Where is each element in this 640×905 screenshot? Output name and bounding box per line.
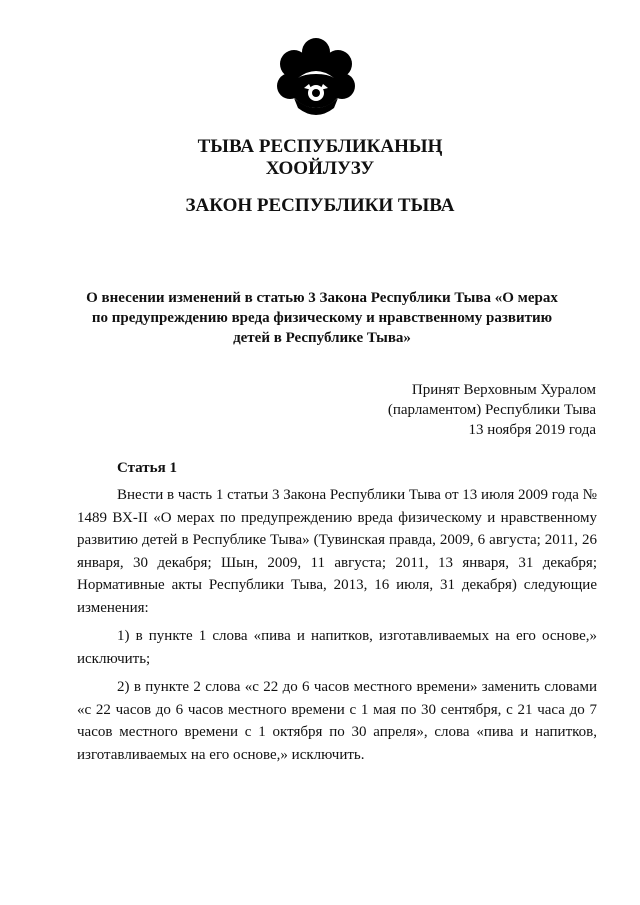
adoption-block: [296, 380, 596, 440]
article-heading: Статья 1: [117, 460, 177, 476]
law-subject: О внесении изменений в статью 3 Закона Республики Тыва «О мерах по предупреждению вреда физическому и нравственному развитию детей в Республике Тыва»: [86, 290, 558, 346]
article-item-2: 2) в пункте 2 слова «с 22 до 6 часов местного времени» заменить словами «с 22 часов до 6 часов местного времени с 1 мая по 30 сентября, с 21 часа до 7 часов местного времени с 1 октября по 30 апреля», слова «пива и напитков, изготавливаемых на его основе,» исключить.: [77, 679, 597, 763]
tuva-coat-of-arms-icon: [276, 38, 356, 118]
adoption-line-2: (парламентом) Республики Тыва: [387, 402, 596, 418]
header-line-2: ХООЙЛУЗУ: [265, 158, 375, 179]
article-intro: Внести в часть 1 статьи 3 Закона Республики Тыва от 13 июля 2009 года № 1489 ВХ-II «О мерах по предупреждению вреда физическому и нравственному развитию детей в Республике Тыва» (Тувинская правда, 2009, 6 августа; 2011, 26 января, 30 декабря; Шын, 2009, 11 августа; 2011, 13 января, 31 декабря; Нормативные акты Республики Тыва, 2013, 16 июля, 31 декабря) следующие изменения:: [77, 487, 597, 616]
adoption-date: 13 ноября 2019 года: [468, 422, 596, 438]
article-body: [77, 484, 597, 772]
article-item-1: 1) в пункте 1 слова «пива и напитков, изготавливаемых на его основе,» исключить;: [77, 628, 597, 667]
law-title: ЗАКОН РЕСПУБЛИКИ ТЫВА: [185, 195, 455, 216]
adoption-line-1: Принят Верховным Хуралом: [411, 382, 596, 398]
header-line-1: ТЫВА РЕСПУБЛИКАНЫҢ: [197, 136, 443, 157]
